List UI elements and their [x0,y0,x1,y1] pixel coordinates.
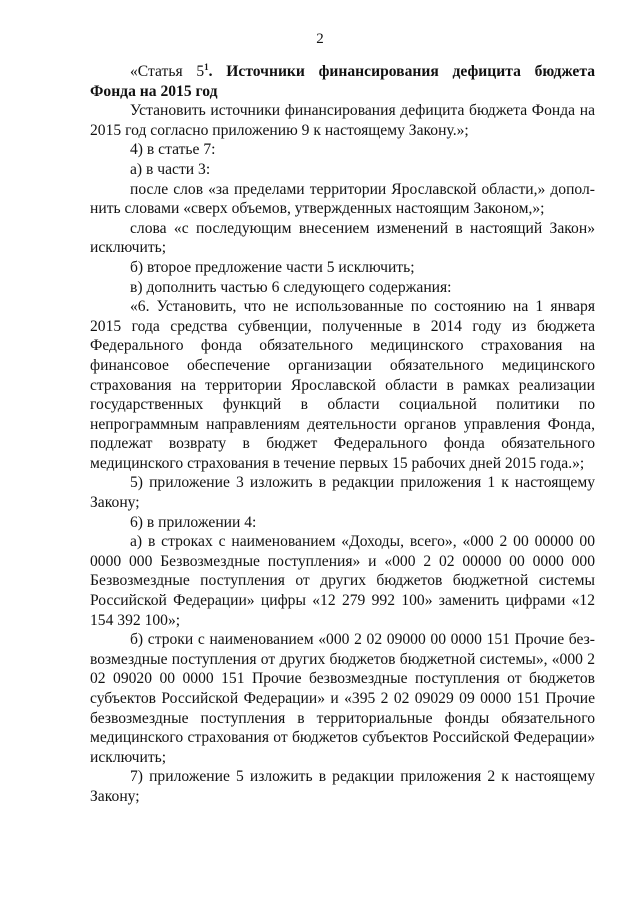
page-number: 2 [316,31,324,47]
article-title: Источники финансирования дефицита бюджета Фонда на 2015 год [90,63,595,100]
paragraph-12: б) строки с наименованием «000 2 02 09000 00 0000 151 Прочие безвозмездные поступления от других бюджетов бюджетной системы», «000 2 02 09020 00 0000 151 Прочие безвозмездные поступления от бюджетов субъектов Российской Федерации» и «395 2 02 09029 09 0000 151 Прочие безвозмездные поступления в территориальные фонды обязательного медицинского страхования от бюджетов субъектов Российской Федерации» исключить; [90,631,595,766]
paragraph-9: 5) приложение 3 изложить в редакции приложения 1 к настоящему Закону; [90,474,595,512]
article-prefix: «Статья 5 [130,63,205,80]
paragraph-4: после слов «за пределами территории Ярославской области,» дополнить словами «сверх объемов, утвержденных настоящим Законом,»; [90,180,595,218]
document-body [90,62,595,807]
paragraph-8: «6. Установить, что не использованные по состоянию на 1 января 2015 года средства субвенции, полученные в 2014 году из бюджета Федерального фонда обязательного медицинского страхования на финансовое обеспечение организации обязательного медицинского страхования на территории Ярославской области в рамках реализации государственных функций в области социальной политики по непрограммным направлениям деятельности органов управления Фонда, подлежат возврату в бюджет Федерального фонда обязательного медицинского страхования в течение первых 15 рабочих дней 2015 года.»; [90,298,595,472]
paragraph-11: а) в строках с наименованием «Доходы, всего», «000 2 00 00000 00 0000 000 Безвозмездные поступления» и «000 2 02 00000 00 0000 000 Безвозмездные поступления от других бюджетов бюджетной системы Российской Федерации» цифры «12 279 992 100» заменить цифрами «12 154 392 100»; [90,533,595,629]
article-heading [90,62,595,101]
article-superscript: 1 [204,61,209,72]
paragraph-3: а) в части 3: [130,160,211,178]
paragraph-2: 4) в статье 7: [130,141,216,159]
paragraph-7: в) дополнить частью 6 следующего содержания: [130,278,452,296]
paragraph-13: 7) приложение 5 изложить в редакции приложения 2 к настоящему Закону; [90,768,595,805]
paragraph-5: слова «с последующим внесением изменений в настоящий Закон» исключить; [90,219,595,257]
paragraph-10: 6) в приложении 4: [130,513,257,531]
paragraph-1: Установить источники финансирования дефицита бюджета Фонда на 2015 год согласно приложению 9 к настоящему Закону.»; [90,102,595,139]
article-suffix: . [208,63,227,80]
paragraph-6: б) второе предложение части 5 исключить; [130,258,415,276]
